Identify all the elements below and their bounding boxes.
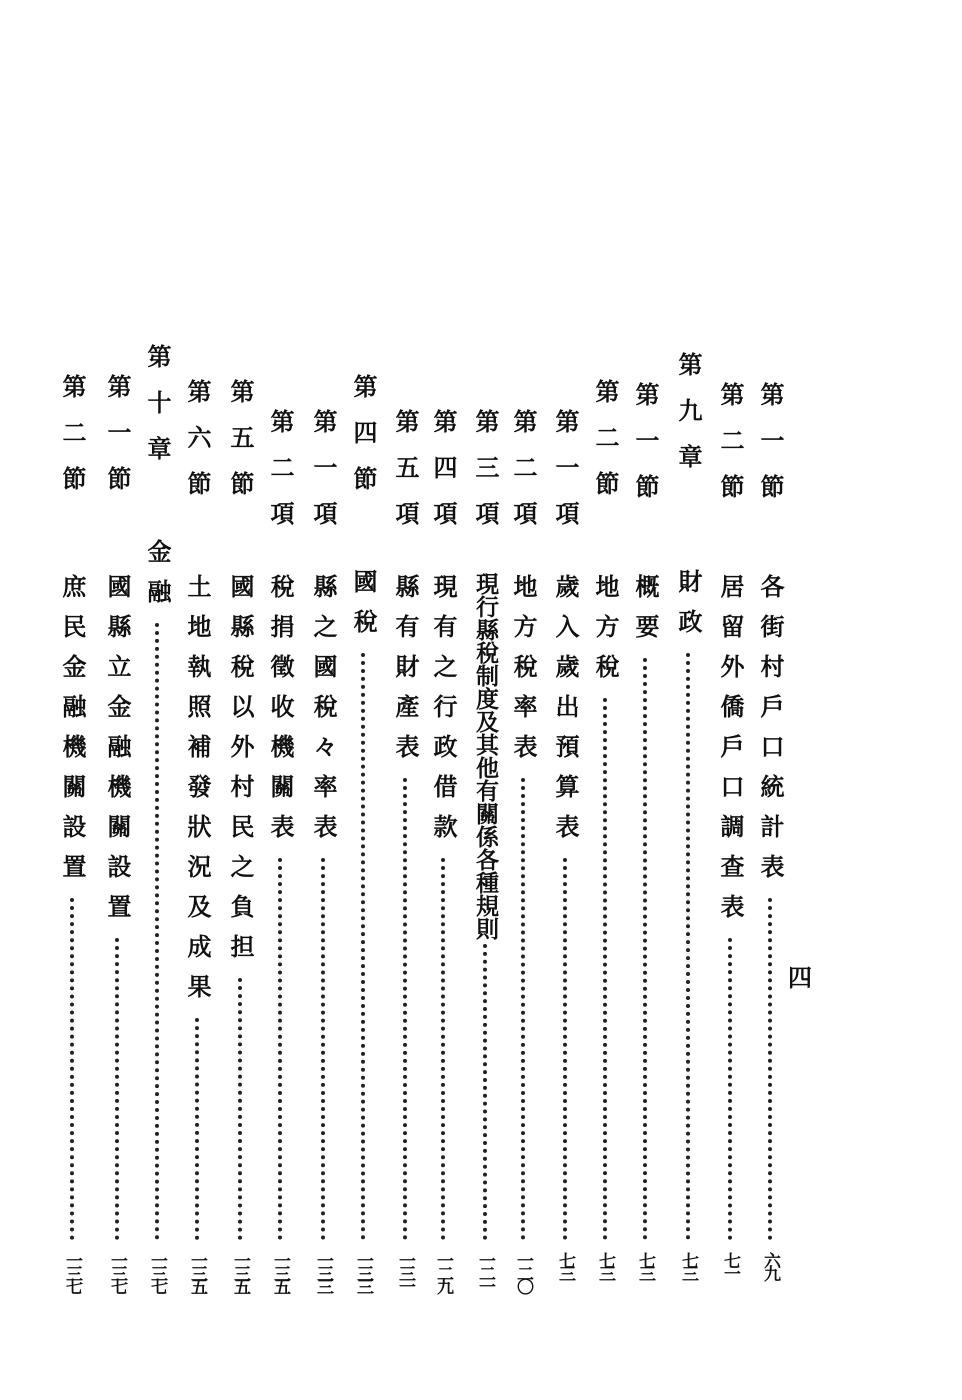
- dot-leader: [321, 858, 325, 1240]
- toc-entry[interactable]: [750, 0, 790, 1310]
- page-number: 四: [788, 963, 812, 992]
- toc-entry[interactable]: [585, 0, 625, 1310]
- dot-leader: [686, 653, 690, 1240]
- toc-entry-prefix: 第二節: [591, 379, 620, 517]
- toc-entry-title: 金融: [143, 539, 172, 619]
- dot-leader: [155, 623, 159, 1240]
- toc-entry-page: 七一: [720, 1252, 740, 1278]
- toc-entry-title: 歲入歲出預算表: [551, 574, 580, 854]
- toc-entry-title: 現行縣稅制度及其他有關係各種規則: [472, 572, 499, 940]
- dot-leader: [361, 653, 365, 1240]
- toc-entry-title: 概要: [631, 574, 660, 654]
- toc-entry-prefix: 第一項: [551, 409, 580, 547]
- toc-entry-page: 六九: [760, 1252, 780, 1278]
- dot-leader: [603, 698, 607, 1240]
- toc-entry[interactable]: [668, 0, 708, 1310]
- toc-entry[interactable]: [343, 0, 383, 1310]
- dot-leader: [521, 778, 525, 1240]
- toc-entry-prefix: 第二節: [716, 382, 745, 520]
- toc-entry-prefix: 第六節: [183, 379, 212, 517]
- toc-entry[interactable]: [423, 0, 463, 1310]
- toc-entry-page: 一三五: [270, 1252, 290, 1291]
- toc-entry-prefix: 第十章: [143, 344, 172, 482]
- toc-entry-prefix: 第二節: [58, 374, 87, 512]
- toc-entry-title: 稅捐徵收機關表: [266, 574, 295, 854]
- toc-entry-page: 一二〇: [513, 1252, 533, 1291]
- toc-entry-page: 一三七: [147, 1252, 167, 1291]
- toc-entry[interactable]: [52, 0, 92, 1310]
- toc-entry-title: 地方稅率表: [509, 574, 538, 774]
- toc-entry-title: 縣之國稅々率表: [309, 574, 338, 854]
- toc-entry-page: 一三三: [313, 1252, 333, 1291]
- toc-entry-prefix: 第九章: [674, 352, 703, 490]
- toc-entry[interactable]: [97, 0, 137, 1310]
- toc-entry[interactable]: [177, 0, 217, 1310]
- toc-entry-prefix: 第二項: [509, 409, 538, 547]
- toc-entry[interactable]: [710, 0, 750, 1310]
- toc-entry-title: 國縣立金融機關設置: [103, 574, 132, 934]
- toc-entry[interactable]: [385, 0, 425, 1310]
- toc-entry-page: 一二一: [475, 1252, 495, 1291]
- toc-entry-page: 一三七: [62, 1252, 82, 1291]
- dot-leader: [195, 1018, 199, 1240]
- toc-entry-prefix: 第四項: [429, 409, 458, 547]
- dot-leader: [115, 938, 119, 1240]
- dot-leader: [278, 858, 282, 1240]
- toc-entry-page: 一三三: [353, 1252, 373, 1291]
- toc-entry-page: 七三: [555, 1252, 575, 1278]
- dot-leader: [70, 898, 74, 1240]
- toc-entry[interactable]: [545, 0, 585, 1310]
- toc-entry-prefix: 第一節: [756, 382, 785, 520]
- dot-leader: [483, 944, 487, 1240]
- dot-leader: [238, 978, 242, 1240]
- toc-entry-title: 現有之行政借款: [429, 574, 458, 854]
- toc-entry-page: 一三五: [230, 1252, 250, 1291]
- toc-entry-prefix: 第四節: [349, 374, 378, 512]
- toc-entry-prefix: 第五項: [391, 409, 420, 547]
- toc-entry-page: 七三: [678, 1252, 698, 1278]
- toc-entry-title: 國縣稅以外村民之負担: [226, 574, 255, 974]
- dot-leader: [768, 898, 772, 1240]
- toc-entry-prefix: 第五節: [226, 379, 255, 517]
- dot-leader: [403, 778, 407, 1240]
- toc-entry[interactable]: [260, 0, 300, 1310]
- toc-entry-prefix: 第一節: [103, 374, 132, 512]
- toc-entry-prefix: 第三項: [471, 409, 500, 547]
- toc-entry-title: 庶民金融機關設置: [58, 574, 87, 894]
- toc-entry[interactable]: [465, 0, 505, 1310]
- toc-entry[interactable]: [137, 0, 177, 1310]
- toc-entry-page: 七三: [595, 1252, 615, 1278]
- toc-entry-page: 一三五: [187, 1252, 207, 1291]
- toc-entry[interactable]: [220, 0, 260, 1310]
- toc-entry[interactable]: [503, 0, 543, 1310]
- dot-leader: [728, 938, 732, 1240]
- toc-entry[interactable]: [303, 0, 343, 1310]
- dot-leader: [563, 858, 567, 1240]
- toc-entry-page: 七三: [635, 1252, 655, 1278]
- toc-entry-prefix: 第一項: [309, 409, 338, 547]
- toc-entry-title: 土地執照補發狀況及成果: [183, 574, 212, 1014]
- toc-entry[interactable]: [625, 0, 665, 1310]
- toc-entry-title: 縣有財產表: [391, 574, 420, 774]
- toc-entry-title: 國稅: [349, 569, 378, 649]
- dot-leader: [643, 658, 647, 1240]
- toc-entry-title: 居留外僑戶口調查表: [716, 574, 745, 934]
- toc-entry-page: 一三一: [395, 1252, 415, 1291]
- dot-leader: [441, 858, 445, 1240]
- toc-entry-title: 財政: [674, 569, 703, 649]
- toc-entry-page: 一二九: [433, 1252, 453, 1291]
- toc-entry-page: 一三七: [107, 1252, 127, 1291]
- toc-entry-prefix: 第一節: [631, 382, 660, 520]
- toc-entry-title: 地方稅: [591, 574, 620, 694]
- toc-entry-prefix: 第二項: [266, 409, 295, 547]
- toc-entry-title: 各街村戶口統計表: [756, 574, 785, 894]
